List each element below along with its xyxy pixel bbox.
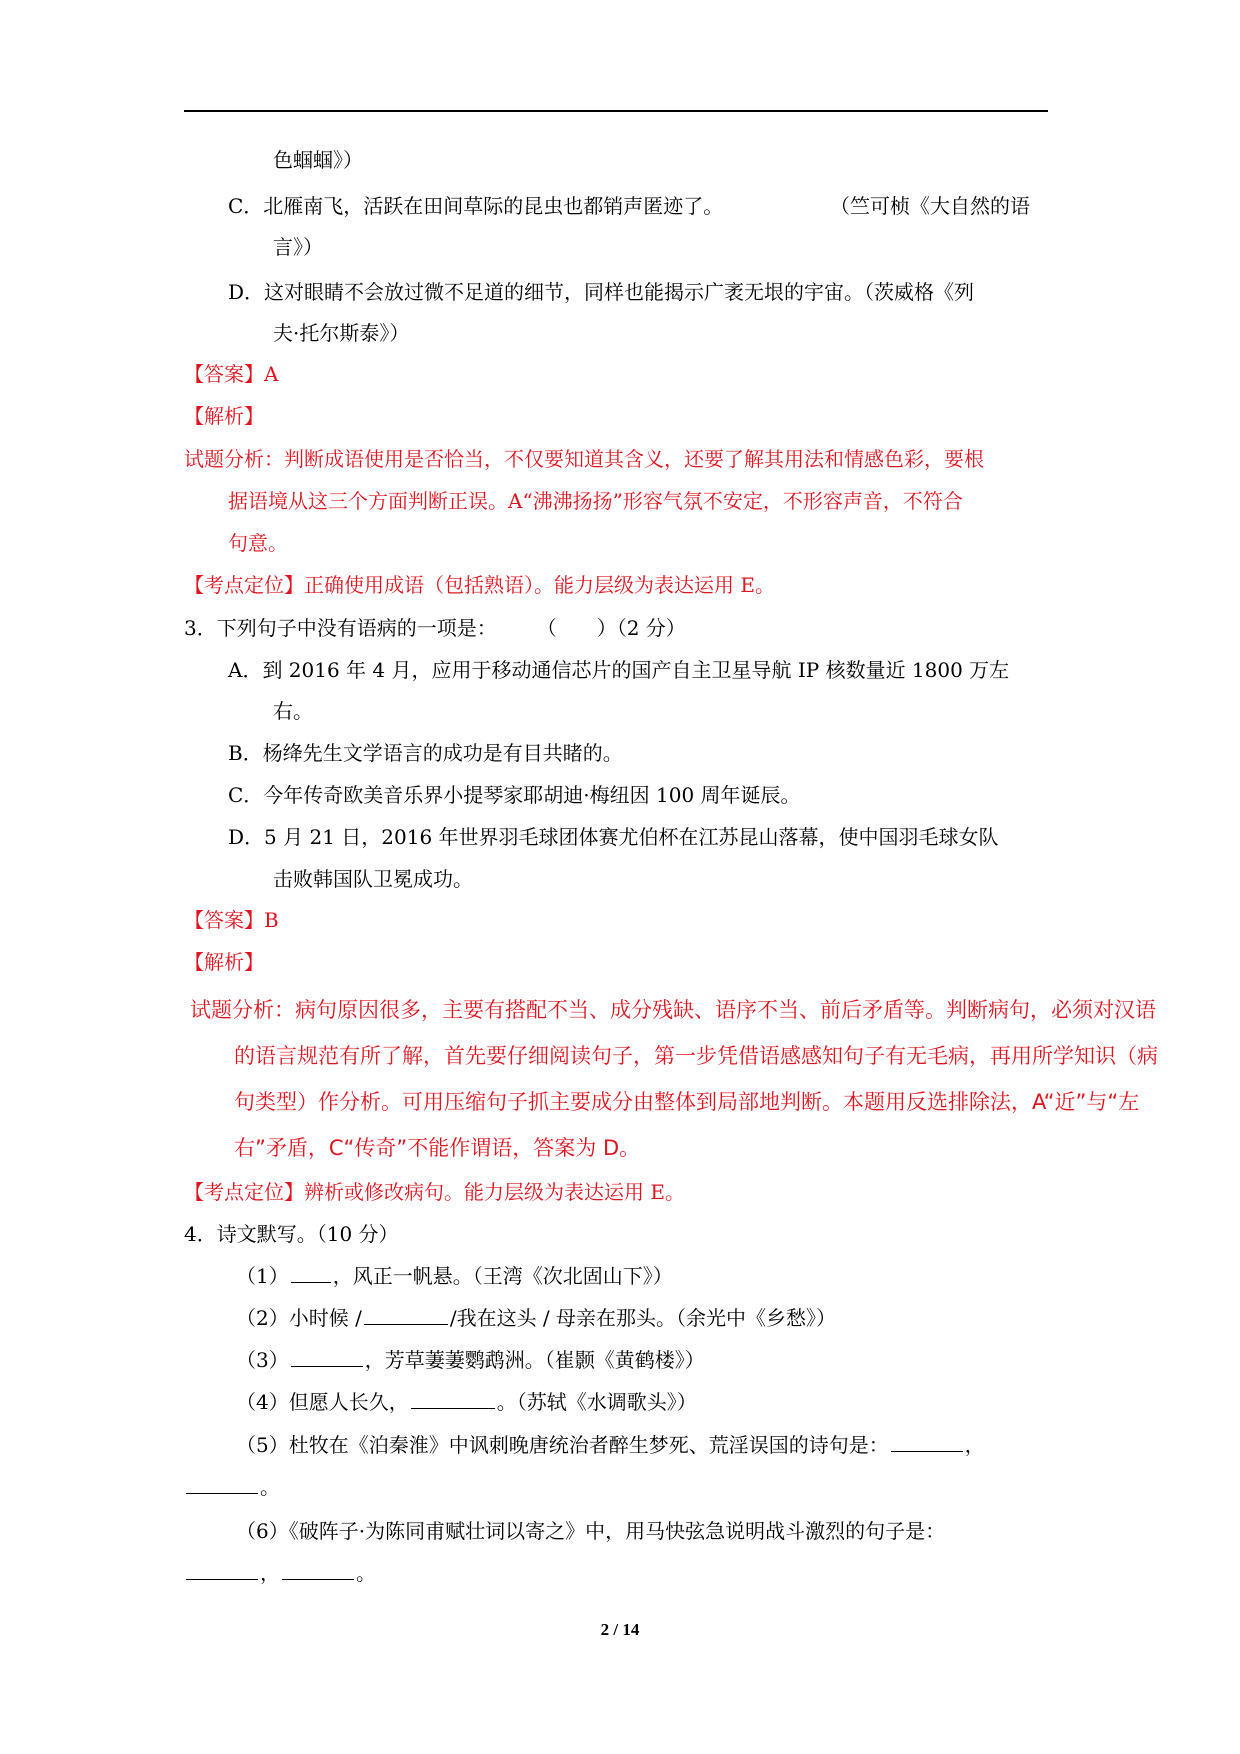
- analysis-line: 句类型）作分析。可用压缩句子抓主要成分由整体到局部地判断。本题用反选排除法，A“近”与“左: [234, 1090, 1140, 1114]
- q3-option-a-line1: A．到 2016 年 4 月，应用于移动通信芯片的国产自主卫星导航 IP 核数量近 1800 万左: [228, 658, 1010, 682]
- question-4-stem: 4．诗文默写。（10 分）: [184, 1222, 399, 1246]
- analysis-line: 据语境从这三个方面判断正误。A“沸沸扬扬”形容气氛不安定，不形容声音，不符合: [228, 489, 963, 513]
- recitation-item-5-cont: 。: [184, 1473, 280, 1501]
- answer-label: 【答案】B: [184, 908, 279, 932]
- q3-option-c: C．今年传奇欧美音乐界小提琴家耶胡迪·梅纽因 100 周年诞辰。: [228, 783, 801, 807]
- option-b-tail: 色蝈蝈》）: [273, 148, 363, 172]
- analysis-line: 的语言规范有所了解，首先要仔细阅读句子，第一步凭借语感感知句子有无毛病，再用所学知识（病: [234, 1044, 1158, 1068]
- answer-blank[interactable]: [891, 1431, 963, 1452]
- kaodian: 【考点定位】辨析或修改病句。能力层级为表达运用 E。: [184, 1180, 685, 1204]
- option-d-line2: 夫·托尔斯泰》）: [273, 321, 410, 345]
- answer-blank[interactable]: [291, 1262, 331, 1283]
- option-c: C．北雁南飞，活跃在田间草际的昆虫也都销声匿迹了。: [228, 194, 724, 218]
- answer-blank[interactable]: [186, 1473, 258, 1494]
- recitation-item-6: （6）《破阵子·为陈同甫赋壮词以寄之》中，用马快弦急说明战斗激烈的句子是：: [236, 1519, 946, 1543]
- answer-blank[interactable]: [291, 1346, 363, 1367]
- option-d-line1: D．这对眼睛不会放过微不足道的细节，同样也能揭示广袤无垠的宇宙。（茨威格《列: [228, 280, 975, 304]
- recitation-item-1: （1） ，风正一帆悬。（王湾《次北固山下》）: [236, 1264, 673, 1288]
- q3-option-d-line1: D．5 月 21 日，2016 年世界羽毛球团体赛尤伯杯在江苏昆山落幕，使中国羽毛球女队: [228, 825, 999, 849]
- answer-blank[interactable]: [364, 1304, 448, 1325]
- answer-blank[interactable]: [282, 1559, 354, 1580]
- q3-option-d-line2: 击败韩国队卫冕成功。: [273, 867, 473, 891]
- analysis-line: 右”矛盾，C“传奇”不能作谓语，答案为 D。: [234, 1136, 641, 1160]
- kaodian: 【考点定位】正确使用成语（包括熟语）。能力层级为表达运用 E。: [184, 573, 775, 597]
- recitation-item-2: （2）小时候 / /我在这头 / 母亲在那头。（余光中《乡愁》）: [236, 1306, 837, 1330]
- analysis-line: 句意。: [228, 531, 288, 555]
- analysis-line: 试题分析：判断成语使用是否恰当，不仅要知道其含义，还要了解其用法和情感色彩，要根: [184, 447, 984, 471]
- question-3-stem: 3．下列句子中没有语病的一项是： （ ）（2 分）: [184, 616, 686, 640]
- analysis-label: 【解析】: [184, 950, 264, 974]
- recitation-item-3: （3） ，芳草萋萋鹦鹉洲。（崔颢《黄鹤楼》）: [236, 1348, 705, 1372]
- page-number: 2 / 14: [600, 1620, 640, 1639]
- answer-label: 【答案】A: [184, 362, 279, 386]
- analysis-label: 【解析】: [184, 404, 264, 428]
- answer-blank[interactable]: [186, 1559, 258, 1580]
- q3-option-b: B．杨绛先生文学语言的成功是有目共睹的。: [228, 741, 623, 765]
- answer-blank[interactable]: [411, 1388, 495, 1409]
- option-c-tail: 言》）: [273, 235, 323, 259]
- q3-option-a-line2: 右。: [273, 699, 313, 723]
- recitation-item-5: （5）杜牧在《泊秦淮》中讽刺晚唐统治者醉生梦死、荒淫误国的诗句是： ，: [236, 1433, 985, 1457]
- recitation-item-4: （4）但愿人长久， 。（苏轼《水调歌头》）: [236, 1390, 697, 1414]
- analysis-line: 试题分析：病句原因很多，主要有搭配不当、成分残缺、语序不当、前后矛盾等。判断病句，必须对汉语: [190, 998, 1156, 1022]
- recitation-item-6-cont: ， 。: [184, 1559, 376, 1587]
- option-c-ref: （竺可桢《大自然的语: [830, 194, 1030, 218]
- header-rule: [184, 110, 1048, 112]
